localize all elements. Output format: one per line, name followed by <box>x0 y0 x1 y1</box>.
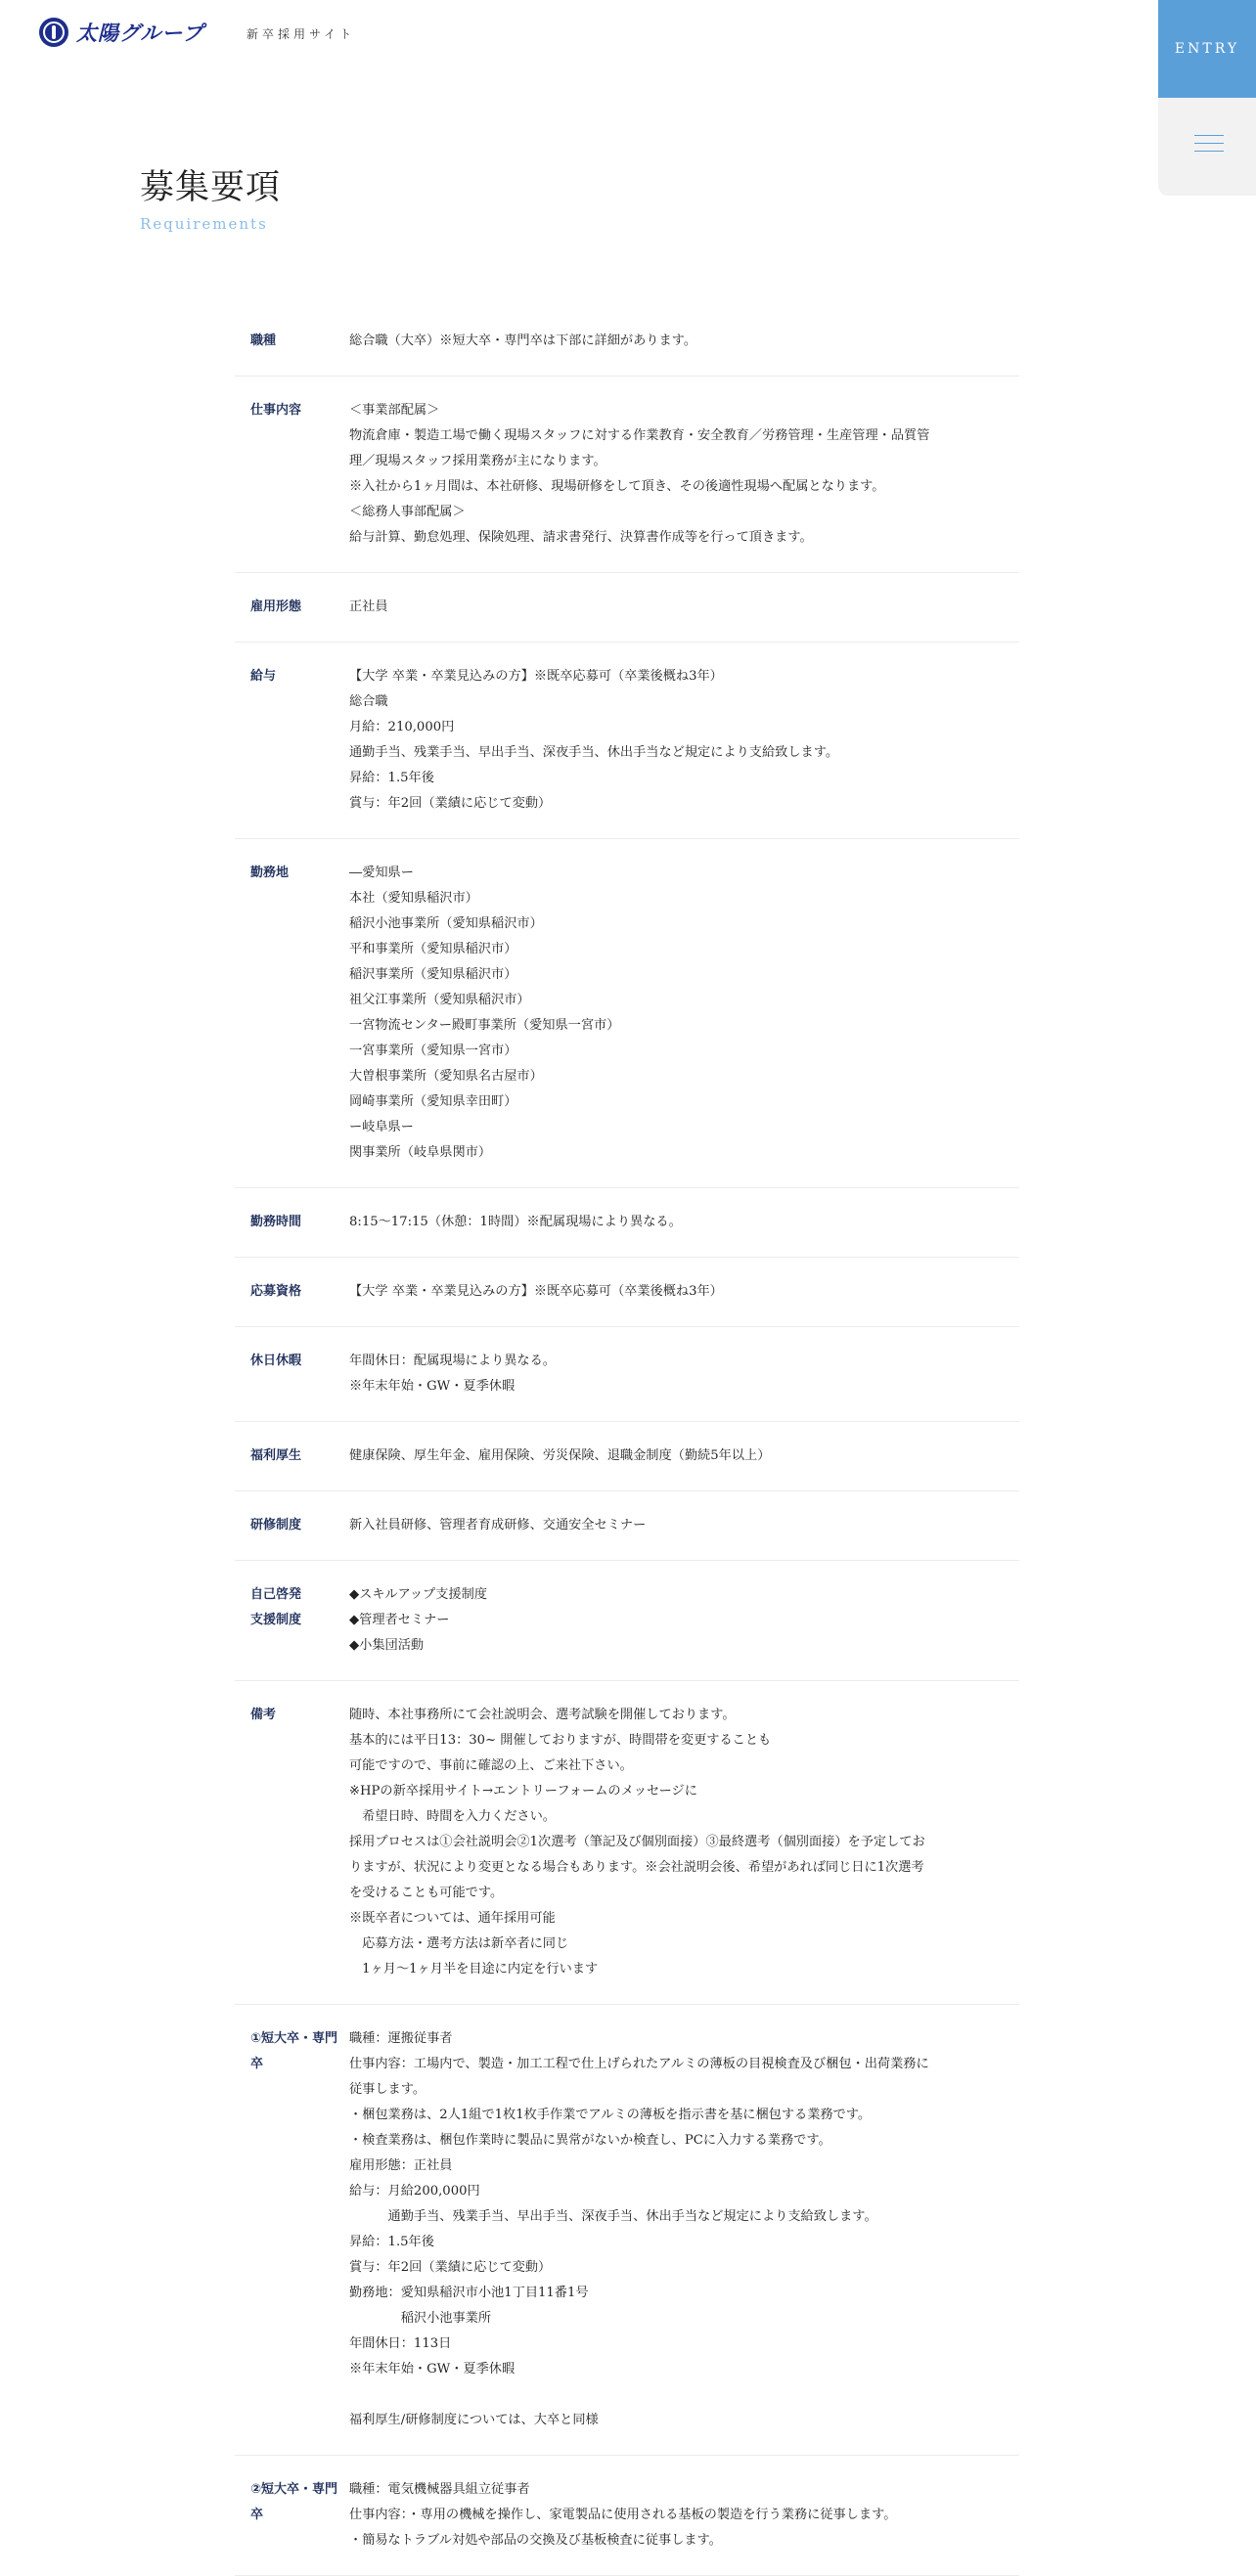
row-value-line: 従事します。 <box>349 2082 426 2097</box>
row-label <box>235 1513 349 1538</box>
row-value-line: ◆小集団活動 <box>349 1638 425 1653</box>
row-value-line: 年間休日：配属現場により異なる。 <box>349 1354 556 1368</box>
row-value-line: 希望日時、時間を入力ください。 <box>349 1809 556 1824</box>
table-row <box>235 2005 1019 2456</box>
row-value-line: ※HPの新卒採用サイト→エントリーフォームのメッセージに <box>349 1784 697 1799</box>
row-label <box>235 1349 349 1399</box>
row-value-line: 賞与：年2回（業績に応じて変動） <box>349 2260 552 2275</box>
row-value <box>349 1582 1019 1659</box>
row-label-line: 備考 <box>250 1708 277 1722</box>
row-value-line: 岡崎事業所（愛知県幸田町） <box>349 1094 517 1109</box>
row-value-line: 月給：210,000円 <box>349 720 455 734</box>
row-value-line: 祖父江事業所（愛知県稲沢市） <box>349 993 530 1007</box>
table-row <box>235 1422 1019 1491</box>
row-value-line: 1ヶ月～1ヶ月半を目途に内定を行います <box>349 1962 599 1976</box>
row-value <box>349 1703 1019 1982</box>
row-label-line: 雇用形態 <box>250 600 302 614</box>
row-label <box>235 1582 349 1659</box>
row-label <box>235 2477 349 2554</box>
row-value-line: 通勤手当、残業手当、早出手当、深夜手当、休出手当など規定により支給致します。 <box>349 745 839 760</box>
row-value-line: 基本的には平日13：30~ 開催しておりますが、時間帯を変更することも <box>349 1733 772 1748</box>
row-value-line: 給与：月給200,000円 <box>349 2184 480 2198</box>
table-row <box>235 643 1019 839</box>
table-row <box>235 839 1019 1188</box>
row-value-line: ・簡易なトラブル対処や部品の交換及び基板検査に従事します。 <box>349 2533 722 2548</box>
row-value-line: 物流倉庫・製造工場で働く現場スタッフに対する作業教育・安全教育／労務管理・生産管理・品質管 <box>349 428 930 443</box>
site-header <box>0 0 1256 68</box>
row-value-line: 給与計算、勤怠処理、保険処理、請求書発行、決算書作成等を行って頂きます。 <box>349 530 813 545</box>
row-value <box>349 664 1019 817</box>
row-value-line: ＜事業部配属＞ <box>349 403 440 418</box>
row-value-line: 総合職 <box>349 694 388 709</box>
row-value <box>349 861 1019 1166</box>
row-value-line: ―愛知県ー <box>349 866 414 880</box>
row-value-line: 一宮物流センター殿町事業所（愛知県一宮市） <box>349 1018 620 1033</box>
row-label <box>235 1210 349 1235</box>
row-value-line: ＜総務人事部配属＞ <box>349 505 466 519</box>
row-value-line: を受けることも可能です。 <box>349 1886 504 1900</box>
table-row <box>235 1188 1019 1258</box>
row-value <box>349 2477 1019 2554</box>
row-label-line: 応募資格 <box>250 1284 302 1299</box>
row-value <box>349 2026 1019 2433</box>
table-row <box>235 1491 1019 1561</box>
table-row <box>235 329 1019 377</box>
entry-button-label: ENTRY <box>1174 41 1240 57</box>
row-label <box>235 329 349 354</box>
row-value-line: ・梱包業務は、2人1組で1枚1枚手作業でアルミの薄板を指示書を基に梱包する業務です。 <box>349 2108 872 2122</box>
row-value-line: 【大学 卒業・卒業見込みの方】※既卒応募可（卒業後概ね3年） <box>349 669 723 684</box>
page-title: 募集要項 <box>140 168 282 207</box>
row-value-line: 雇用形態：正社員 <box>349 2158 453 2173</box>
row-value-line: 稲沢小池事業所（愛知県稲沢市） <box>349 916 543 931</box>
row-value-line: 稲沢事業所（愛知県稲沢市） <box>349 967 517 982</box>
row-value <box>349 1279 1019 1305</box>
table-row <box>235 1561 1019 1681</box>
row-label-line: 卒 <box>250 2508 264 2522</box>
entry-button[interactable] <box>1158 0 1256 98</box>
row-label-line: 仕事内容 <box>250 403 302 418</box>
row-value-line: 本社（愛知県稲沢市） <box>349 891 478 906</box>
row-value-line: ◆スキルアップ支援制度 <box>349 1587 487 1602</box>
row-label-line: 勤務地 <box>250 866 290 880</box>
row-value-line: 正社員 <box>349 600 388 614</box>
row-label <box>235 1703 349 1982</box>
row-value-line: 職種：運搬従事者 <box>349 2031 453 2046</box>
logo-emblem-icon <box>39 18 68 47</box>
row-value-line: 年間休日：113日 <box>349 2336 452 2351</box>
row-label-line: 福利厚生 <box>250 1448 302 1463</box>
row-value-line: 福利厚生/研修制度については、大卒と同様 <box>349 2413 599 2427</box>
row-label <box>235 664 349 817</box>
row-label <box>235 398 349 551</box>
requirements-table <box>235 329 1019 2576</box>
row-value-line: 賞与：年2回（業績に応じて変動） <box>349 796 552 811</box>
row-value-line: 昇給：1.5年後 <box>349 2235 434 2249</box>
row-value-line: 理／現場スタッフ採用業務が主になります。 <box>349 454 606 468</box>
row-value-line: 可能ですので、事前に確認の上、ご来社下さい。 <box>349 1758 633 1773</box>
row-label-line: 研修制度 <box>250 1518 302 1532</box>
row-value-line: 応募方法・選考方法は新卒者に同じ <box>349 1936 569 1951</box>
row-label <box>235 1279 349 1305</box>
row-value-line: 8:15～17:15（休憩：1時間）※配属現場により異なる。 <box>349 1215 682 1229</box>
row-label-line: 休日休暇 <box>250 1354 302 1368</box>
row-label-line: 卒 <box>250 2057 264 2071</box>
row-label-line: 給与 <box>250 669 277 684</box>
table-row <box>235 1258 1019 1327</box>
hamburger-icon-line <box>1194 151 1224 152</box>
row-value-line: 健康保険、厚生年金、雇用保険、労災保険、退職金制度（勤続5年以上） <box>349 1448 771 1463</box>
row-value <box>349 329 1019 354</box>
row-value-line: 仕事内容：・専用の機械を操作し、家電製品に使用される基板の製造を行う業務に従事します。 <box>349 2508 897 2522</box>
row-label-line: ①短大卒・専門 <box>250 2031 338 2046</box>
row-value-line: ー岐阜県ー <box>349 1120 414 1134</box>
row-value-line <box>349 2382 1019 2408</box>
row-label <box>235 2026 349 2433</box>
table-row <box>235 1681 1019 2005</box>
row-label <box>235 861 349 1166</box>
row-value-line: 仕事内容：工場内で、製造・加工工程で仕上げられたアルミの薄板の目視検査及び梱包・出荷業務に <box>349 2057 929 2071</box>
row-value-line: 新入社員研修、管理者育成研修、交通安全セミナー <box>349 1518 647 1532</box>
row-value <box>349 1210 1019 1235</box>
row-value <box>349 1443 1019 1469</box>
hamburger-icon-line <box>1194 135 1224 136</box>
row-value-line: 採用プロセスは①会社説明会②1次選考（筆記及び個別面接）③最終選考（個別面接）を予定してお <box>349 1835 925 1849</box>
row-value-line: 一宮事業所（愛知県一宮市） <box>349 1044 517 1058</box>
table-row <box>235 2456 1019 2576</box>
company-logo[interactable] <box>39 18 203 47</box>
row-value-line: 平和事業所（愛知県稲沢市） <box>349 942 517 956</box>
row-value-line: 大曽根事業所（愛知県名古屋市） <box>349 1069 543 1084</box>
row-value-line: 通勤手当、残業手当、早出手当、深夜手当、休出手当など規定により支給致します。 <box>349 2209 877 2224</box>
row-value-line: 稲沢小池事業所 <box>349 2311 492 2326</box>
row-value-line: 勤務地：愛知県稲沢市小池1丁目11番1号 <box>349 2286 589 2300</box>
row-value-line: 総合職（大卒）※短大卒・専門卒は下部に詳細があります。 <box>349 333 697 348</box>
row-label-line: 自己啓発 <box>250 1587 302 1602</box>
page-subtitle: Requirements <box>140 215 268 233</box>
table-row <box>235 377 1019 573</box>
row-label-line: 勤務時間 <box>250 1215 302 1229</box>
row-value-line: ・検査業務は、梱包作業時に製品に異常がないか検査し、PCに入力する業務です。 <box>349 2133 831 2148</box>
hamburger-icon-line <box>1194 143 1224 144</box>
row-value-line: ※年末年始・GW・夏季休暇 <box>349 1379 516 1394</box>
row-value-line: 関事業所（岐阜県関市） <box>349 1145 492 1160</box>
row-label-line: 支援制度 <box>250 1613 302 1627</box>
row-value <box>349 1349 1019 1399</box>
row-label-line: 職種 <box>250 333 277 348</box>
row-value-line: 職種：電気機械器具組立従事者 <box>349 2482 530 2497</box>
menu-button[interactable] <box>1158 98 1256 196</box>
row-value-line: ※既卒者については、通年採用可能 <box>349 1911 556 1926</box>
row-value-line: 随時、本社事務所にて会社説明会、選考試験を開催しております。 <box>349 1708 736 1722</box>
table-row <box>235 1327 1019 1422</box>
row-value-line: ◆管理者セミナー <box>349 1613 450 1627</box>
row-label-line: ②短大卒・専門 <box>250 2482 338 2497</box>
row-value <box>349 398 1019 551</box>
row-value <box>349 595 1019 620</box>
row-value-line: りますが、状況により変更となる場合もあります。※会社説明会後、希望があれば同じ日に1次選考 <box>349 1860 924 1875</box>
logo-text: 太陽グループ <box>76 22 204 45</box>
row-value-line: ※年末年始・GW・夏季休暇 <box>349 2362 516 2376</box>
row-value-line: 昇給：1.5年後 <box>349 771 434 785</box>
row-label <box>235 1443 349 1469</box>
row-value-line: 【大学 卒業・卒業見込みの方】※既卒応募可（卒業後概ね3年） <box>349 1284 723 1299</box>
row-value-line: ※入社から1ヶ月間は、本社研修、現場研修をして頂き、その後適性現場へ配属となります。 <box>349 479 885 494</box>
row-label <box>235 595 349 620</box>
table-row <box>235 573 1019 643</box>
site-label: 新卒採用サイト <box>247 27 356 41</box>
row-value <box>349 1513 1019 1538</box>
